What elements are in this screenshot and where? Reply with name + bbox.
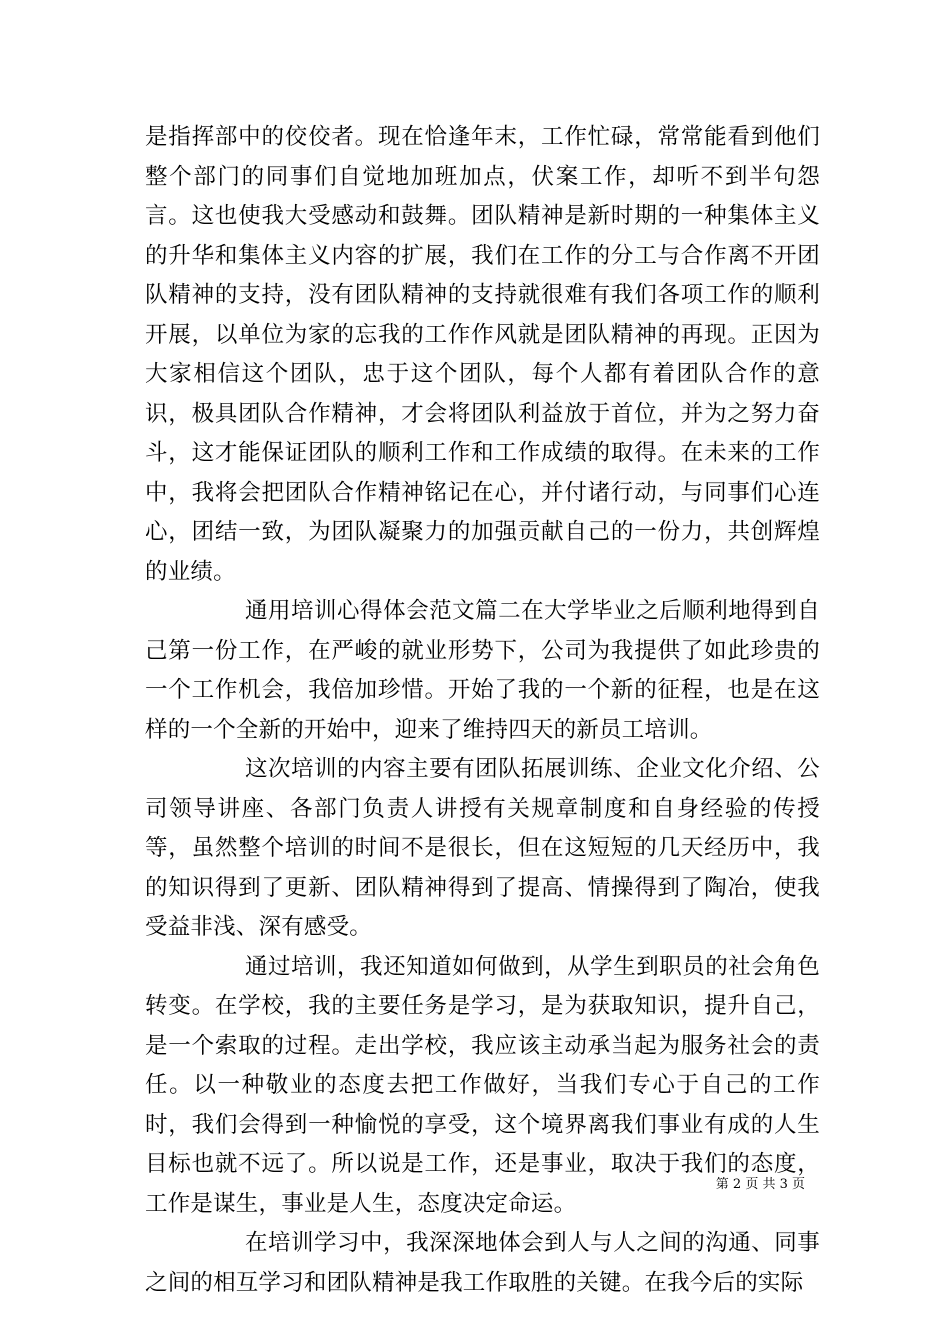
paragraph-training-content: 这次培训的内容主要有团队拓展训练、企业文化介绍、公司领导讲座、各部门负责人讲授有关规章制度和自身经验的传授等，虽然整个培训的时间不是很长，但在这短短的几天经历中，我的知识得到了更新、团队精神得到了提高、情操得到了陶冶，使我受益非浅、深有感受。 — [145, 756, 820, 940]
paragraph-communication: 在培训学习中，我深深地体会到人与人之间的沟通、同事之间的相互学习和团队精神是我工作取胜的关键。在我今后的实际 — [145, 1230, 820, 1296]
paragraph-continuation: 是指挥部中的佼佼者。现在恰逢年末，工作忙碌，常常能看到他们整个部门的同事们自觉地加班加点，伏案工作，却听不到半句怨言。这也使我大受感动和鼓舞。团队精神是新时期的一种集体主义的升华和集体主义内容的扩展，我们在工作的分工与合作离不开团队精神的支持，没有团队精神的支持就很难有我们各项工作的顺利开展，以单位为家的忘我的工作作风就是团队精神的再现。正因为大家相信这个团队，忠于这个团队，每个人都有着团队合作的意识，极具团队合作精神，才会将团队利益放于首位，并为之努力奋斗，这才能保证团队的顺利工作和工作成绩的取得。在未来的工作中，我将会把团队合作精神铭记在心，并付诸行动，与同事们心连心，团结一致，为团队凝聚力的加强贡献自己的一份力，共创辉煌的业绩。 — [145, 124, 820, 585]
document-body — [145, 118, 820, 1303]
paragraph-training-intro: 通用培训心得体会范文篇二在大学毕业之后顺利地得到自己第一份工作，在严峻的就业形势下，公司为我提供了如此珍贵的一个工作机会，我倍加珍惜。开始了我的一个新的征程，也是在这样的一个全新的开始中，迎来了维持四天的新员工培训。 — [145, 598, 820, 743]
page-number: 第 2 页 共 3 页 — [715, 1177, 805, 1192]
paragraph-role-change: 通过培训，我还知道如何做到，从学生到职员的社会角色转变。在学校，我的主要任务是学习，是为获取知识，提升自己，是一个索取的过程。走出学校，我应该主动承当起为服务社会的责任。以一种敬业的态度去把工作做好，当我们专心于自己的工作时，我们会得到一种愉悦的享受，这个境界离我们事业有成的人生目标也就不远了。所以说是工作，还是事业，取决于我们的态度，工作是谋生，事业是人生，态度决定命运。 — [145, 953, 820, 1217]
